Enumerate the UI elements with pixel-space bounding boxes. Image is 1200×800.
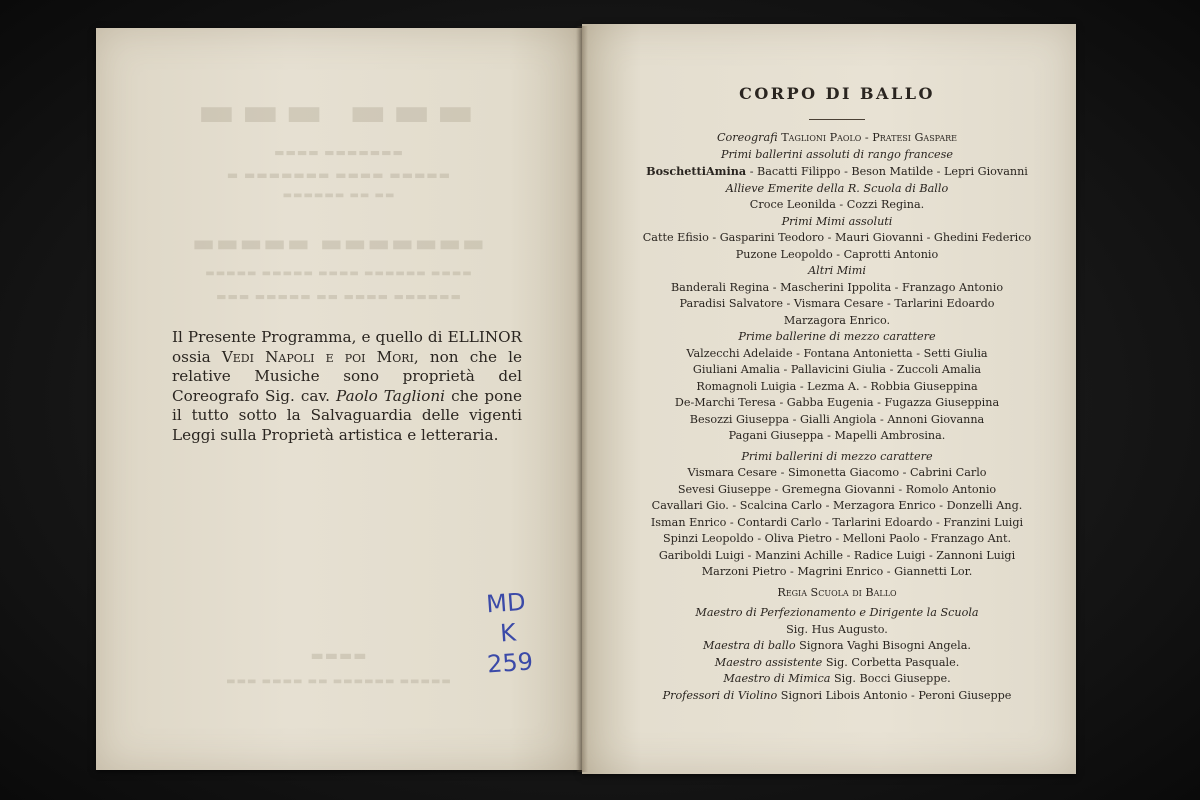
notice-author: Paolo Taglioni [336,386,446,405]
name-line: Sevesi Giuseppe - Gremegna Giovanni - Romolo Antonio [677,482,997,496]
name-line: Romagnoli Luigia - Lezma A. - Robbia Giuseppina [696,379,978,393]
book-gutter [576,26,588,772]
name-line: Cavallari Gio. - Scalcina Carlo - Merzagora Enrico - Donzelli Ang. [651,499,1023,512]
name-line: Giuliani Amalia - Pallavicini Giulia - Zuccoli Amalia [692,363,982,376]
title-rule [809,119,865,120]
shelfmark-line: MD [485,587,527,619]
right-page [582,24,1076,774]
notice-text: che pone il tutto sotto la Salvaguardia delle vigenti Leggi sulla Proprietà artistica e letteraria. [172,386,523,444]
name-line: Paradisi Salvatore - Vismara Cesare - Tarlarini Edoardo [679,297,995,310]
section-heading: Primi ballerini di mezzo carattere [741,449,933,463]
name-line: Pagani Giuseppa - Mapelli Ambrosina. [728,429,946,442]
staff-name: Sig. Hus Augusto. [786,622,888,636]
notice-text: Il Presente Programma, e quello di ELLINOR ossia [172,328,522,366]
shelfmark-line: 259 [486,647,534,679]
staff-line [618,655,1056,672]
show-through-line: ▬▬▬▬▬ ▬▬▬▬▬ ▬▬▬▬ ▬▬▬▬▬▬ ▬▬▬▬ [205,268,473,279]
name-line: Catte Efisio - Gasparini Teodoro - Mauri Giovanni - Ghedini Federico [642,231,1032,244]
coreografi-line [618,130,1056,147]
notice-subtitle: Vedi Napoli e poi Mori [221,347,414,366]
staff-line [618,671,1056,688]
show-through-line: ▬▬▬ ▬▬▬▬ ▬▬ ▬▬▬▬▬▬ ▬▬▬▬▬ [226,676,452,687]
notice-text: , non che le relative Musiche sono proprietà del Coreografo Sig. cav. [172,347,523,405]
show-through-name: ▬▬▬▬▬ ▬▬▬▬▬▬▬ [192,228,486,257]
name-rest: - Bacatti Filippo - Beson Matilde - Lepri Giovanni [749,165,1028,178]
name-line: Besozzi Giuseppa - Gialli Angiola - Annoni Giovanna [689,412,985,426]
staff-line [618,688,1056,705]
staff-line [618,638,1056,655]
name-line: Marzagora Enrico. [783,313,891,327]
show-through-line: ▬ ▬▬▬▬▬▬▬ ▬▬▬▬ ▬▬▬▬▬ [226,168,452,182]
show-through-line: ▬▬▬▬▬▬ ▬▬ ▬▬ [282,190,396,201]
coreografi-names: Taglioni Paolo - Pratesi Gaspare [781,131,957,144]
coreografi-label: Coreografi [717,131,778,144]
name-line: Gariboldi Luigi - Manzini Achille - Radice Luigi - Zannoni Luigi [658,548,1016,562]
show-through-title: ▬▬▬ ▬▬▬ [197,88,481,135]
name-bold: BoschettiAmina [646,164,747,178]
staff-role: Maestro di Mimica [723,672,831,685]
staff-name: Signora Vaghi Bisogni Angela. [799,639,971,652]
show-through-line: ▬▬▬▬ ▬▬▬▬▬▬▬ [274,146,404,159]
handwritten-shelfmark [465,585,551,680]
name-line: Banderali Regina - Mascherini Ippolita - Franzago Antonio [670,280,1004,294]
staff-name: Signori Libois Antonio - Peroni Giuseppe [780,688,1012,702]
copyright-notice [172,328,522,446]
section-heading: Prime ballerine di mezzo carattere [738,330,936,343]
name-line [618,163,1056,181]
staff-name: Sig. Bocci Giuseppe. [833,672,951,685]
name-line: Marzoni Pietro - Magrini Enrico - Giannetti Lor. [701,565,973,578]
staff-name: Sig. Corbetta Pasquale. [825,655,960,669]
staff-role: Maestro di Perfezionamento e Dirigente la Scuola [695,606,979,619]
staff-role: Professori di Violino [662,688,778,702]
staff-role: Maestro assistente [714,655,823,669]
section-heading: Primi Mimi assoluti [781,214,893,228]
name-line: Puzone Leopoldo - Caprotti Antonio [735,247,939,261]
name-line: Vismara Cesare - Simonetta Giacomo - Cabrini Carlo [687,466,987,479]
shelfmark-line: K [499,618,517,648]
section-heading: Regia Scuola di Ballo [777,585,897,599]
show-through-line: ▬▬▬ ▬▬▬▬▬ ▬▬ ▬▬▬▬ ▬▬▬▬▬▬ [216,290,462,303]
name-line: Spinzi Leopoldo - Oliva Pietro - Melloni Paolo - Franzago Ant. [662,532,1012,545]
name-line: Isman Enrico - Contardi Carlo - Tarlarini Edoardo - Franzini Luigi [650,515,1024,529]
name-line: Croce Leonilda - Cozzi Regina. [749,198,925,211]
section-heading: Altri Mimi [808,264,866,277]
left-page [96,28,582,770]
cast-list [618,82,1056,704]
section-heading: Primi ballerini assoluti di rango francese [721,147,953,161]
show-through-place: ▬▬▬▬ [310,648,368,664]
page-title: CORPO DI BALLO [739,84,935,103]
name-line: De-Marchi Teresa - Gabba Eugenia - Fugazza Giuseppina [674,396,1000,409]
name-line: Valzecchi Adelaide - Fontana Antonietta - Setti Giulia [686,346,988,360]
staff-role: Maestra di ballo [703,639,796,652]
section-heading: Allieve Emerite della R. Scuola di Ballo [725,181,949,195]
